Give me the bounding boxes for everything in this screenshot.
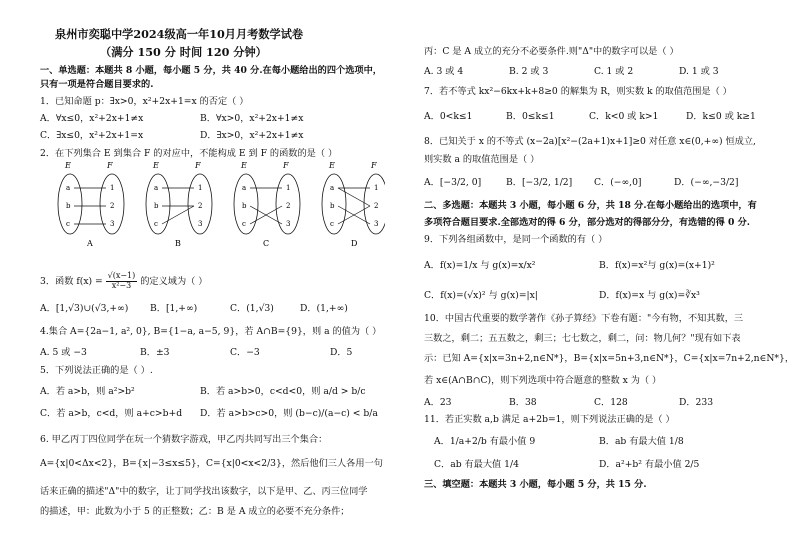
q1-stem: 1．已知命题 p：∃x>0，x²+2x+1=x 的否定（ ）	[40, 96, 249, 107]
q5-stem: 5．下列说法正确的是（ ）.	[40, 365, 153, 376]
svg-text:E: E	[153, 161, 159, 170]
q6-option-d: D. 1 或 3	[679, 66, 719, 77]
svg-text:2: 2	[374, 202, 379, 210]
svg-text:c: c	[242, 220, 246, 228]
q7-option-b: B．0≤k≤1	[506, 111, 555, 122]
svg-text:D: D	[351, 239, 358, 248]
q8-option-b: B．[−3/2, 1/2]	[506, 177, 573, 188]
svg-text:1: 1	[374, 184, 379, 192]
svg-text:B: B	[175, 239, 181, 248]
q9-option-b: B．f(x)=x²与 g(x)=(x+1)²	[599, 260, 715, 271]
q6-line2: A={x|0<Δx<2}，B={x|−3≤x≤5}，C={x|0<x<2/3}，然后他们三人各用一句	[40, 458, 383, 469]
q10-option-a: A．23	[424, 397, 452, 408]
section2-heading-line2: 多项符合题目要求.全部选对的得 6 分，部分选对的得部分分，有选错的得 0 分.	[424, 217, 750, 228]
q5-option-c: C．若 a>b，c<d，则 a+c>b+d	[40, 408, 183, 419]
section2-heading-line1: 二、多选题：本题共 3 小题，每小题 6 分，共 18 分.在每小题给出的选项中，有	[424, 200, 757, 211]
q6-option-a: A. 3 或 4	[424, 66, 464, 77]
q10-option-c: C．128	[594, 397, 628, 408]
svg-text:c: c	[330, 220, 334, 228]
q8-option-c: C．(−∞,0]	[594, 177, 642, 188]
q11-option-c: C．ab 有最大值 1/4	[434, 459, 519, 470]
q8-option-a: A．[−3/2, 0]	[424, 177, 482, 188]
svg-text:E: E	[65, 161, 71, 170]
q11-stem: 11．若正实数 a,b 满足 a+2b=1，则下列说法正确的是（ ）	[424, 414, 675, 425]
svg-text:E: E	[241, 161, 247, 170]
q8-line2: 则实数 a 的取值范围是（ ）	[424, 154, 540, 165]
svg-text:F: F	[195, 161, 201, 170]
svg-text:F: F	[107, 161, 113, 170]
svg-text:b: b	[242, 202, 247, 210]
svg-text:F: F	[371, 161, 377, 170]
q2-stem: 2．在下列集合 E 到集合 F 的对应中，不能构成 E 到 F 的函数的是（ ）	[40, 148, 338, 159]
q3-option-d: D．(1,+∞)	[300, 303, 348, 314]
q8-line1: 8．已知关于 x 的不等式 (x−2a)[x²−(2a+1)x+1]≥0 对任意 x∈(0,+∞) 恒成立,	[424, 136, 756, 147]
q4-option-b: B．±3	[140, 347, 170, 358]
section3-heading: 三、填空题：本题共 3 小题，每小题 5 分，共 15 分.	[424, 479, 647, 490]
q7-option-c: C．k<0 或 k>1	[589, 111, 659, 122]
q4-option-d: D．5	[330, 347, 353, 358]
q6-line3: 话来正确的描述"Δ"中的数字，让丁同学找出该数字，以下是甲、乙、丙三位同学	[40, 486, 368, 497]
svg-text:b: b	[66, 202, 71, 210]
q4-option-a: A. 5 或 −3	[40, 347, 87, 358]
q9-option-c: C．f(x)=(√x)² 与 g(x)=|x|	[424, 290, 538, 301]
svg-text:b: b	[154, 202, 159, 210]
exam-subtitle: （满分 150 分 时间 120 分钟）	[100, 45, 267, 59]
svg-text:C: C	[263, 239, 270, 248]
q3-option-c: C．(1,√3)	[230, 303, 274, 314]
q7-stem: 7．若不等式 kx²−6kx+k+8≥0 的解集为 R，则实数 k 的取值范围是（ ）	[424, 86, 732, 97]
svg-text:a: a	[242, 184, 247, 192]
q3-option-a: A．[1,√3)∪(√3,+∞)	[40, 303, 129, 314]
svg-text:3: 3	[198, 220, 203, 228]
svg-text:1: 1	[198, 184, 203, 192]
q2-diagram-a	[58, 161, 124, 248]
svg-text:2: 2	[286, 202, 291, 210]
q1-option-c: C．∃x≤0，x²+2x+1=x	[40, 130, 144, 141]
q11-option-a: A．1/a+2/b 有最小值 9	[434, 436, 536, 447]
section1-heading-line2: 只有一项是符合题目要求的.	[40, 79, 154, 90]
q7-option-d: D．k≤0 或 k≥1	[686, 111, 756, 122]
svg-text:a: a	[330, 184, 335, 192]
q2-diagram-c	[234, 161, 300, 248]
q11-option-d: D．a²+b² 有最小值 2/5	[599, 459, 700, 470]
svg-text:c: c	[66, 220, 70, 228]
q4-option-c: C．−3	[230, 347, 260, 358]
section1-heading-line1: 一、单选题：本题共 8 小题，每小题 5 分，共 40 分.在每小题给出的四个选项中，	[40, 65, 382, 76]
exam-title: 泉州市奕聪中学2024级高一年10月月考数学试卷	[55, 27, 304, 41]
svg-text:F: F	[283, 161, 289, 170]
q9-option-d: D．f(x)=x 与 g(x)=∛x³	[599, 290, 700, 301]
svg-text:E: E	[329, 161, 335, 170]
q6-line5: 丙：C 是 A 成立的充分不必要条件.则"Δ"中的数字可以是（ ）	[424, 46, 679, 57]
svg-text:a: a	[66, 184, 71, 192]
q3-option-b: B．[1,+∞)	[150, 303, 198, 314]
svg-text:2: 2	[198, 202, 203, 210]
q6-option-c: C. 1 或 2	[594, 66, 634, 77]
q2-diagram-b	[146, 161, 212, 248]
svg-text:a: a	[154, 184, 159, 192]
q8-option-d: D．(−∞,−3/2]	[674, 177, 739, 188]
svg-text:1: 1	[110, 184, 115, 192]
svg-text:3: 3	[110, 220, 115, 228]
q11-option-b: B．ab 有最大值 1/8	[599, 436, 684, 447]
svg-text:b: b	[330, 202, 335, 210]
svg-text:3: 3	[374, 220, 379, 228]
q3-stem: 3．函数 f(x) = $\frac{√(x-1)}{\text{x²−3}}$ 的定义域为（ ）	[40, 271, 208, 290]
q1-option-a: A．∀x≤0，x²+2x+1≠x	[40, 113, 144, 124]
q9-option-a: A．f(x)=1/x 与 g(x)=x/x²	[424, 260, 536, 271]
q1-option-d: D．∃x>0，x²+2x+1≠x	[200, 130, 304, 141]
q5-option-a: A．若 a>b，则 a²>b²	[40, 386, 135, 397]
q6-option-b: B. 2 或 3	[509, 66, 549, 77]
q10-line1: 10．中国古代重要的数学著作《孙子算经》下卷有题："今有物，不知其数，三	[424, 313, 744, 324]
q10-line4: 若 x∈(A∩B∩C)，则下列选项中符合题意的整数 x 为（ ）	[424, 375, 662, 386]
q10-line3: 示：已知 A={x|x=3n+2,n∈N*}，B={x|x=5n+3,n∈N*}，C={x|x=7n+2,n∈N*}，	[424, 353, 794, 364]
q2-diagram-d	[322, 161, 385, 248]
q7-option-a: A．0<k≤1	[424, 111, 473, 122]
svg-text:1: 1	[286, 184, 291, 192]
q6-line1: 6. 甲乙丙丁四位同学在玩一个猜数字游戏，甲乙丙共同写出三个集合：	[40, 434, 328, 445]
svg-text:c: c	[154, 220, 158, 228]
q5-option-b: B．若 a>b>0，c<d<0，则 a/d > b/c	[200, 386, 366, 397]
q3-fraction: $\frac{√(x-1)}{\text{x²−3}}$	[107, 271, 136, 290]
q5-option-d: D．若 a>b>c>0，则 (b−c)/(a−c) < b/a	[200, 408, 378, 419]
q10-line2: 三数之，剩二；五五数之，剩三；七七数之，剩二，问：物几何？"现有如下表	[424, 333, 741, 344]
svg-text:3: 3	[286, 220, 291, 228]
q10-option-d: D．233	[679, 397, 714, 408]
q10-option-b: B．38	[509, 397, 537, 408]
q6-line4: 的描述，甲：此数为小于 5 的正整数；乙：B 是 A 成立的必要不充分条件；	[40, 506, 350, 517]
q2-mapping-diagrams	[50, 160, 385, 250]
q2-label-a: A	[87, 239, 93, 248]
svg-text:2: 2	[110, 202, 115, 210]
q4-stem: 4.集合 A={2a−1, a², 0}, B={1−a, a−5, 9}，若 A∩B={9}，则 a 的值为（ ）	[40, 326, 382, 337]
q1-option-b: B．∀x>0，x²+2x+1≠x	[200, 113, 304, 124]
q9-stem: 9．下列各组函数中，是同一个函数的有（ ）	[424, 234, 608, 245]
